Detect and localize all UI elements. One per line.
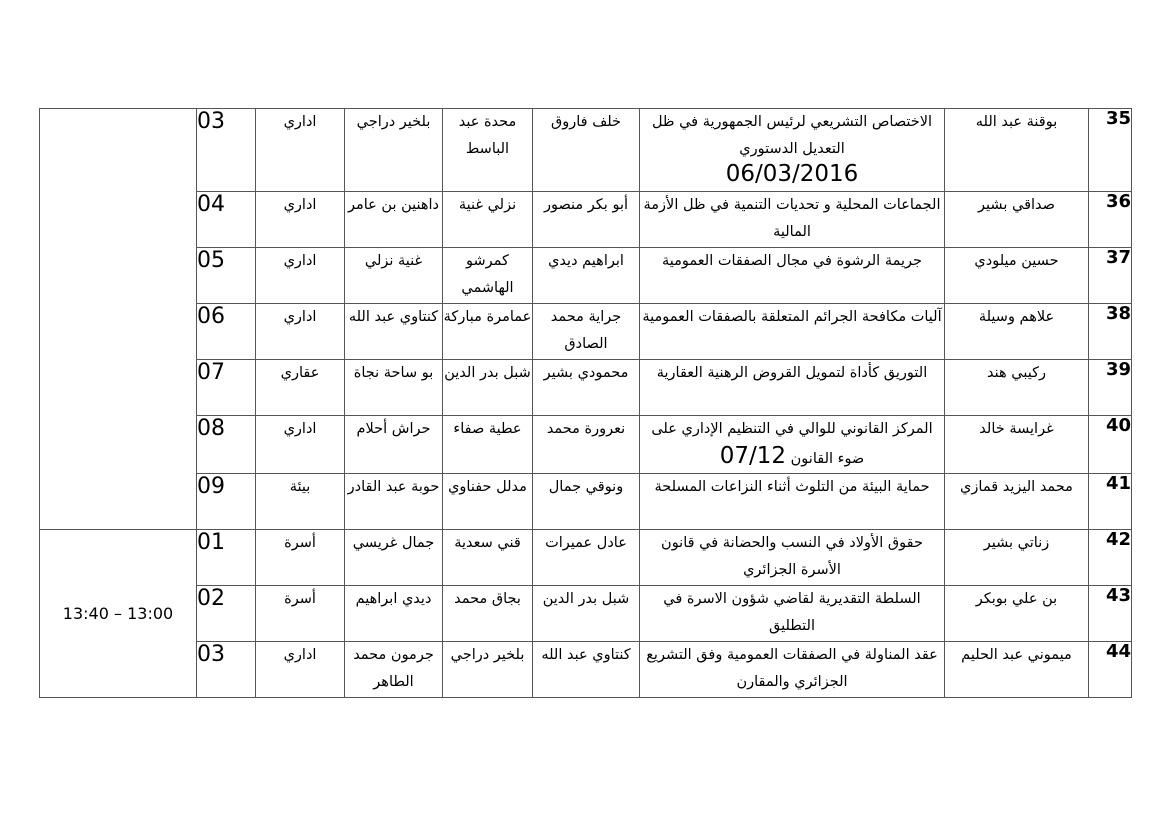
thesis-title: الجماعات المحلية و تحديات التنمية في ظل الأزمة المالية [643,197,941,240]
row-number-cell: 40 [1089,416,1132,474]
student-name-cell: غرايسة خالد [945,416,1089,474]
thesis-title-cell [640,474,945,530]
supervisor-cell: محمودي بشير [533,360,640,416]
row-number-cell: 42 [1089,530,1132,586]
thesis-title-cell [640,586,945,642]
table-row [40,192,1132,248]
room-cell: 07 [197,360,256,416]
thesis-title: جريمة الرشوة في مجال الصفقات العمومية [662,253,922,269]
row-number-cell: 38 [1089,304,1132,360]
room-cell: 09 [197,474,256,530]
examiner-cell: ديدي ابراهيم [345,586,443,642]
row-number-cell: 41 [1089,474,1132,530]
table-row [40,360,1132,416]
supervisor-cell: أبو بكر منصور [533,192,640,248]
supervisor-cell: نعرورة محمد [533,416,640,474]
row-number-cell: 39 [1089,360,1132,416]
table-row [40,109,1132,192]
student-name-cell: صداقي بشير [945,192,1089,248]
thesis-title: عقد المناولة في الصفقات العمومية وفق التشريع الجزائري والمقارن [646,647,938,690]
thesis-title-cell [640,530,945,586]
student-name-cell: زناتي بشير [945,530,1089,586]
chair-cell: بجاق محمد [443,586,533,642]
time-slot-cell: 13:40 – 13:00 [40,530,197,698]
room-cell: 08 [197,416,256,474]
specialty-cell: عقاري [256,360,345,416]
supervisor-cell: شبل بدر الدين [533,586,640,642]
table-row [40,474,1132,530]
chair-cell: كمرشو الهاشمي [443,248,533,304]
thesis-title: حقوق الأولاد في النسب والحضانة في قانون الأسرة الجزائري [661,535,923,578]
room-cell: 03 [197,642,256,698]
room-cell: 04 [197,192,256,248]
table-row [40,586,1132,642]
supervisor-cell: جراية محمد الصادق [533,304,640,360]
schedule-body [40,109,1132,698]
row-number-cell: 36 [1089,192,1132,248]
supervisor-cell: عادل عميرات [533,530,640,586]
row-number-cell: 35 [1089,109,1132,192]
thesis-title: حماية البيئة من التلوث أثناء النزاعات المسلحة [654,479,930,495]
specialty-cell: بيئة [256,474,345,530]
chair-cell: عمامرة مباركة [443,304,533,360]
supervisor-cell: كنتاوي عبد الله [533,642,640,698]
row-number-cell: 44 [1089,642,1132,698]
thesis-title-cell [640,304,945,360]
row-number-cell: 37 [1089,248,1132,304]
specialty-cell: اداري [256,416,345,474]
examiner-cell: جمال غريسي [345,530,443,586]
room-cell: 02 [197,586,256,642]
table-row [40,642,1132,698]
examiner-cell: غنية نزلي [345,248,443,304]
examiner-cell: حوبة عبد القادر [345,474,443,530]
thesis-title-cell [640,192,945,248]
chair-cell: بلخير دراجي [443,642,533,698]
time-slot-cell [40,109,197,530]
specialty-cell: اداري [256,192,345,248]
thesis-title-cell [640,360,945,416]
thesis-title-cell [640,248,945,304]
row-number-cell: 43 [1089,586,1132,642]
chair-cell: نزلي غنية [443,192,533,248]
thesis-title-cell [640,416,945,474]
room-cell: 03 [197,109,256,192]
examiner-cell: بو ساحة نجاة [345,360,443,416]
student-name-cell: بوقنة عبد الله [945,109,1089,192]
specialty-cell: اداري [256,248,345,304]
specialty-cell: اداري [256,109,345,192]
student-name-cell: بن علي بوبكر [945,586,1089,642]
thesis-title: الاختصاص التشريعي لرئيس الجمهورية في ظل التعديل الدستوري [651,114,933,157]
examiner-cell: كنتاوي عبد الله [345,304,443,360]
amendment-date: 06/03/2016 [725,161,859,187]
thesis-title: آليات مكافحة الجرائم المتعلقة بالصفقات العمومية [642,309,942,325]
thesis-title: السلطة التقديرية لقاضي شؤون الاسرة في التطليق [663,591,921,634]
room-cell: 06 [197,304,256,360]
thesis-title-cell [640,109,945,192]
specialty-cell: أسرة [256,586,345,642]
table-row [40,530,1132,586]
thesis-title: المركز القانوني للوالي في التنظيم الإداري على ضوء القانون [651,421,933,467]
specialty-cell: اداري [256,304,345,360]
student-name-cell: حسين ميلودي [945,248,1089,304]
thesis-title-cell [640,642,945,698]
specialty-cell: أسرة [256,530,345,586]
defense-schedule-table [39,108,1132,698]
room-cell: 01 [197,530,256,586]
examiner-cell: جرمون محمد الطاهر [345,642,443,698]
table-row [40,416,1132,474]
student-name-cell: ميموني عبد الحليم [945,642,1089,698]
chair-cell: قني سعدية [443,530,533,586]
supervisor-cell: ابراهيم ديدي [533,248,640,304]
thesis-title: التوريق كأداة لتمويل القروض الرهنية العقارية [656,365,928,381]
specialty-cell: اداري [256,642,345,698]
room-cell: 05 [197,248,256,304]
table-row [40,248,1132,304]
student-name-cell: ركيبي هند [945,360,1089,416]
chair-cell: عطية صفاء [443,416,533,474]
student-name-cell: علاهم وسيلة [945,304,1089,360]
chair-cell: مدلل حفناوي [443,474,533,530]
examiner-cell: بلخير دراجي [345,109,443,192]
examiner-cell: داهنين بن عامر [345,192,443,248]
chair-cell: محدة عبد الباسط [443,109,533,192]
supervisor-cell: خلف فاروق [533,109,640,192]
supervisor-cell: ونوقي جمال [533,474,640,530]
law-number: 07/12 [719,443,787,469]
examiner-cell: حراش أحلام [345,416,443,474]
chair-cell: شبل بدر الدين [443,360,533,416]
student-name-cell: محمد اليزيد قمازي [945,474,1089,530]
table-row [40,304,1132,360]
